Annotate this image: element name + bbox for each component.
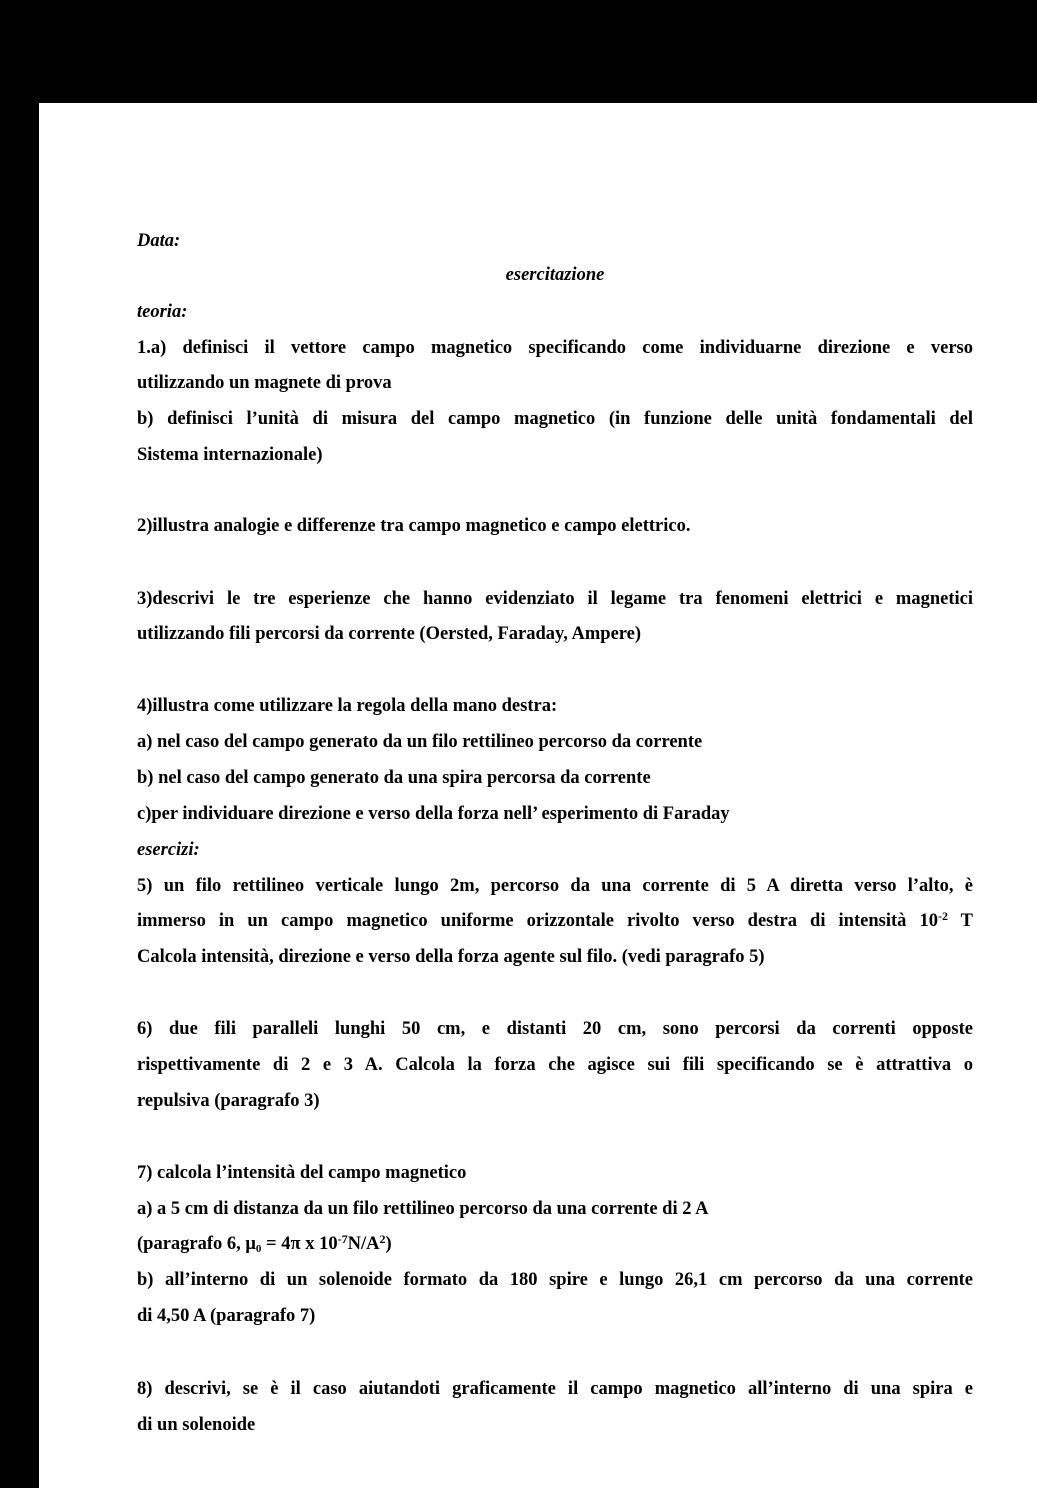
q5-intensity bbox=[919, 911, 973, 931]
q8-line2: di un solenoide bbox=[137, 1415, 256, 1435]
q7a-line2-prefix: (paragrafo 6, bbox=[137, 1234, 246, 1254]
q8-line1: 8) descrivi, se è il caso aiutandoti graficamente il campo magnetico all’interno di una spira e bbox=[137, 1379, 973, 1399]
document-page bbox=[39, 103, 1037, 1488]
q5-line2 bbox=[137, 910, 973, 932]
q4-item-a: a) nel caso del campo generato da un filo rettilineo percorso da corrente bbox=[137, 732, 703, 752]
q1a-line2: utilizzando un magnete di prova bbox=[137, 373, 392, 393]
mu-subscript: 0 bbox=[255, 1243, 262, 1255]
q1b-line2: Sistema internazionale) bbox=[137, 445, 323, 465]
theory-label: teoria: bbox=[137, 302, 188, 322]
q2-line1: 2)illustra analogie e differenze tra campo magnetico e campo elettrico. bbox=[137, 516, 691, 536]
mu-symbol: μ bbox=[245, 1234, 256, 1254]
q6-line1: 6) due fili paralleli lunghi 50 cm, e distanti 20 cm, sono percorsi da correnti opposte bbox=[137, 1019, 973, 1039]
q7a-unit-exponent: 2 bbox=[379, 1232, 386, 1246]
q5-line2-text: immerso in un campo magnetico uniforme orizzontale rivolto verso destra di intensità bbox=[137, 911, 907, 931]
q5-line3: Calcola intensità, direzione e verso della forza agente sul filo. (vedi paragrafo 5) bbox=[137, 947, 765, 967]
q7b-line1: b) all’interno di un solenoide formato da 180 spire e lungo 26,1 cm percorso da una corrente bbox=[137, 1270, 973, 1290]
q7b-line2: di 4,50 A (paragrafo 7) bbox=[137, 1306, 316, 1326]
q7a-line1: a) a 5 cm di distanza da un filo rettilineo percorso da una corrente di 2 A bbox=[137, 1199, 709, 1219]
q6-line3: repulsiva (paragrafo 3) bbox=[137, 1091, 320, 1111]
q5-intensity-unit: T bbox=[947, 911, 974, 931]
q5-line1: 5) un filo rettilineo verticale lungo 2m, percorso da una corrente di 5 A diretta verso l’alto, è bbox=[137, 876, 973, 896]
q1b-line1: b) definisci l’unità di misura del campo magnetico (in funzione delle unità fondamentali del bbox=[137, 409, 973, 429]
date-label: Data: bbox=[137, 231, 181, 251]
q3-line2: utilizzando fili percorsi da corrente (Oersted, Faraday, Ampere) bbox=[137, 624, 642, 644]
q7a-line2-value: = 4π x 10 bbox=[261, 1234, 338, 1254]
q1a-line1: 1.a) definisci il vettore campo magnetico specificando come individuarne direzione e verso bbox=[137, 338, 973, 358]
page-title: esercitazione bbox=[505, 265, 605, 285]
q5-intensity-base: 10 bbox=[919, 911, 938, 931]
q7-line1: 7) calcola l’intensità del campo magnetico bbox=[137, 1163, 467, 1183]
q4-line1: 4)illustra come utilizzare la regola della mano destra: bbox=[137, 696, 558, 716]
q7a-line2 bbox=[137, 1233, 973, 1255]
q3-line1: 3)descrivi le tre esperienze che hanno evidenziato il legame tra fenomeni elettrici e magnetici bbox=[137, 589, 973, 609]
q7a-exponent: -7 bbox=[337, 1232, 348, 1246]
q4-item-c: c)per individuare direzione e verso della forza nell’ esperimento di Faraday bbox=[137, 804, 730, 824]
exercises-label: esercizi: bbox=[137, 840, 200, 860]
q6-line2: rispettivamente di 2 e 3 A. Calcola la forza che agisce sui fili specificando se è attrattiva o bbox=[137, 1055, 973, 1075]
q5-intensity-exponent: -2 bbox=[937, 909, 948, 923]
q4-item-b: b) nel caso del campo generato da una spira percorsa da corrente bbox=[137, 768, 651, 788]
q7a-unit: N/A bbox=[347, 1234, 380, 1254]
q7a-line2-suffix: ) bbox=[385, 1234, 392, 1254]
